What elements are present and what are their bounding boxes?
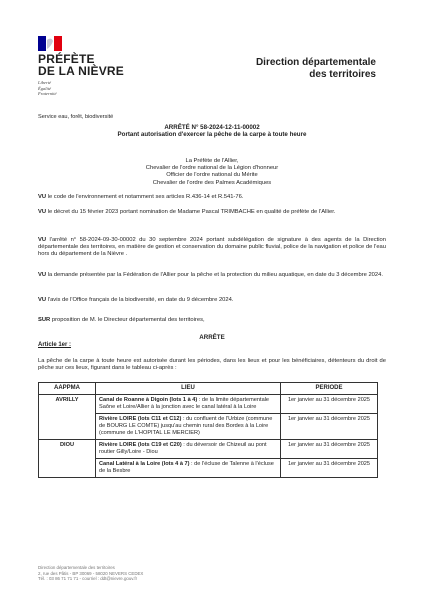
- arrete-number: ARRÊTÉ N° 58-2024-12-11-00002: [164, 124, 260, 131]
- visa-lead: VU: [38, 194, 47, 200]
- visa-paragraph: [38, 194, 386, 201]
- periode-cell: 1er janvier au 31 décembre 2025: [281, 440, 378, 459]
- prefecture-name-line2: DE LA NIÈVRE: [38, 64, 124, 78]
- lieu-name: Rivière LOIRE (lots C11 et C12): [99, 416, 182, 422]
- signatory-block: [0, 158, 424, 187]
- lieu-desc: : de l'écluse de Talenne à l'écluse de la Besbre: [99, 461, 274, 474]
- lieu-desc: : de la limite départementale Saône et Loire/Allier à la jonction avec le canal latéral à la Loire: [99, 397, 270, 410]
- lieu-cell: [96, 395, 281, 414]
- visa-paragraph: [38, 297, 386, 304]
- visa-paragraph: [38, 237, 386, 259]
- motto-fraternite: Fraternité: [38, 91, 57, 96]
- service-name: Service eau, forêt, biodiversité: [38, 114, 114, 120]
- signatory-line: Officier de l'ordre national du Mérite: [166, 172, 258, 179]
- motto-egalite: Égalité: [38, 85, 51, 91]
- article-1-title: Article 1er :: [38, 342, 72, 348]
- lieu-name: Canal Latéral à la Loire (lots 4 à 7): [99, 461, 190, 467]
- visa-lead: VU: [38, 209, 47, 215]
- lieu-cell: [96, 414, 281, 440]
- lieu-desc: : du confluent de l'Urbize (commune de BOURG LE COMTE) jusqu'au chemin rural des Bordes à la Loire (commune de L'HOPITAL LE MERCIER): [99, 416, 273, 436]
- visa-text: la demande présentée par la Fédération de l'Allier pour la pêche et la protection du milieu aquatique, en date du 3 décembre 2024.: [46, 272, 383, 278]
- header-lieu: LIEU: [96, 383, 281, 395]
- lieu-name: Rivière LOIRE (lots C19 et C20): [99, 442, 182, 448]
- lieu-cell: [96, 440, 281, 459]
- signatory-line: Chevalier de l'ordre des Palmes Académiques: [152, 179, 272, 186]
- article-1-text: La pêche de la carpe à toute heure est autorisée durant les périodes, dans les lieux et pour les bénéficiaires, détenteurs du droit de pêche sur ces lieux, figurant dans le tableau ci-après :: [38, 358, 386, 372]
- footer-line: 2, rue des Pâtis - BP 30069 - 58020 NEVERS CEDEX: [38, 570, 144, 576]
- signatory-line: La Préfète de l'Allier,: [185, 158, 239, 164]
- arrete-object: Portant autorisation d'exercer la pêche de la carpe à toute heure: [117, 131, 307, 138]
- footer-line: Direction départementale des territoires: [38, 565, 115, 570]
- direction-line1: Direction départementale: [255, 57, 376, 68]
- lieu-cell: [96, 459, 281, 478]
- visa-paragraph: [38, 209, 386, 216]
- visa-lead: VU: [38, 297, 47, 303]
- visa-lead: SUR: [38, 317, 51, 323]
- periode-cell: 1er janvier au 31 décembre 2025: [281, 414, 378, 440]
- direction-line2: des territoires: [309, 69, 376, 80]
- visa-text: l'arrêté n° 58-2024-09-30-00002 du 30 septembre 2024 portant subdélégation de signature à des agents de la Direction départementale des territoires, en matière de gestion et conservation du domaine public fluvial, police de la navigation et police de l'eau hors du département de la Nièvre .: [38, 237, 386, 258]
- republic-flag-icon: [38, 36, 62, 51]
- authorization-table: [38, 382, 378, 478]
- table-row: [39, 440, 378, 459]
- issuing-direction: [256, 57, 376, 81]
- visa-lead: VU: [38, 237, 47, 243]
- visa-text: proposition de M. le Directeur départemental des territoires,: [50, 317, 205, 323]
- footer-line: Tél. : 03 86 71 71 71 - courriel : ddt@nievre.gouv.fr: [38, 576, 138, 582]
- republic-motto: [38, 80, 57, 97]
- visa-text: le décret du 15 février 2023 portant nomination de Madame Pascal TRIMBACHE en qualité de préfète de l'Allier.: [46, 209, 336, 215]
- table-header-row: [39, 383, 378, 395]
- signatory-line: Chevalier de l'ordre national de la Légion d'honneur: [145, 165, 279, 172]
- visa-lead: VU: [38, 272, 47, 278]
- table-row: [39, 395, 378, 414]
- marianne-logo: [38, 36, 62, 51]
- prefecture-name-line1: PRÉFÈTE: [38, 52, 95, 66]
- footer-address: [38, 565, 143, 582]
- visa-paragraph: [38, 272, 386, 279]
- aappma-cell: AVRILLY: [39, 395, 96, 440]
- decision-heading: ARRÊTE: [199, 334, 225, 341]
- header-aappma: AAPPMA: [39, 383, 96, 395]
- visa-text: le code de l'environnement et notamment ses articles R.436-14 et R.541-76.: [46, 194, 244, 200]
- visa-text: l'avis de l'Office français de la biodiversité, en date du 9 décembre 2024.: [46, 297, 234, 303]
- visa-paragraph: [38, 317, 386, 324]
- periode-cell: 1er janvier au 31 décembre 2025: [281, 395, 378, 414]
- header-periode: PERIODE: [281, 383, 378, 395]
- aappma-cell: DIOU: [39, 440, 96, 478]
- periode-cell: 1er janvier au 31 décembre 2025: [281, 459, 378, 478]
- lieu-desc: : du déversoir de Chizeuil au pont routier Gilly/Loire - Diou: [99, 442, 267, 455]
- lieu-name: Canal de Roanne à Digoin (lots 1 à 4): [99, 397, 198, 403]
- motto-liberte: Liberté: [38, 80, 51, 85]
